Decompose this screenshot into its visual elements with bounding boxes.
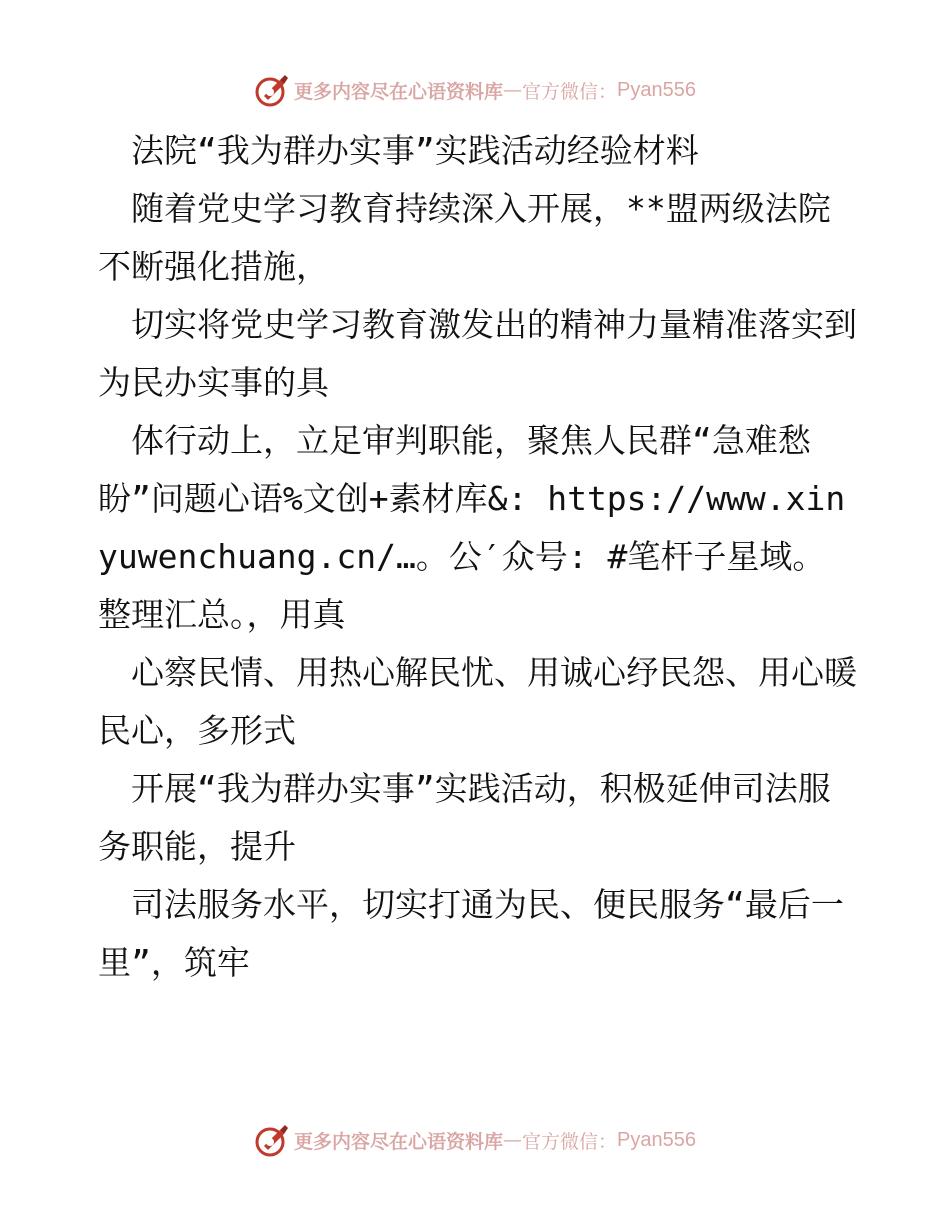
banner-wechat-id: Pyan556 [617,1128,696,1151]
paragraph: 体行动上，立足审判职能，聚焦人民群“急难愁盼”问题心语%文创+素材库&: https://www.xinyuwenchuang.cn/…。公′众号: #笔杆子星域。整理汇总。，用真 [98,421,846,634]
watermark-banner [254,72,696,108]
paragraph: 切实将党史学习教育激发出的精神力量精准落实到为民办实事的具 [98,305,857,402]
banner-main-text: 更多内容尽在心语资料库 [294,80,504,103]
watermark-banner [254,1122,696,1158]
logo-icon [254,72,290,108]
banner-dash: — [503,1129,523,1151]
banner-main-text: 更多内容尽在心语资料库 [294,1130,504,1153]
footer-banner [0,1120,950,1160]
paragraph: 开展“我为群办实事”实践活动，积极延伸司法服务职能，提升 [98,769,831,866]
paragraph-title: 法院“我为群办实事”实践活动经验材料 [98,131,699,170]
logo-icon [254,1122,290,1158]
document-body [98,122,858,992]
banner-sub-text: 官方微信： [522,1130,618,1153]
banner-sub-text: 官方微信： [522,80,618,103]
banner-wechat-id: Pyan556 [617,78,696,101]
banner-dash: — [503,79,523,101]
paragraph: 随着党史学习教育持续深入开展，**盟两级法院不断强化措施， [98,189,831,286]
header-banner [0,70,950,110]
paragraph: 司法服务水平，切实打通为民、便民服务“最后一里”，筑牢 [98,885,844,982]
paragraph: 心察民情、用热心解民忧、用诚心纾民怨、用心暖民心，多形式 [98,653,857,750]
